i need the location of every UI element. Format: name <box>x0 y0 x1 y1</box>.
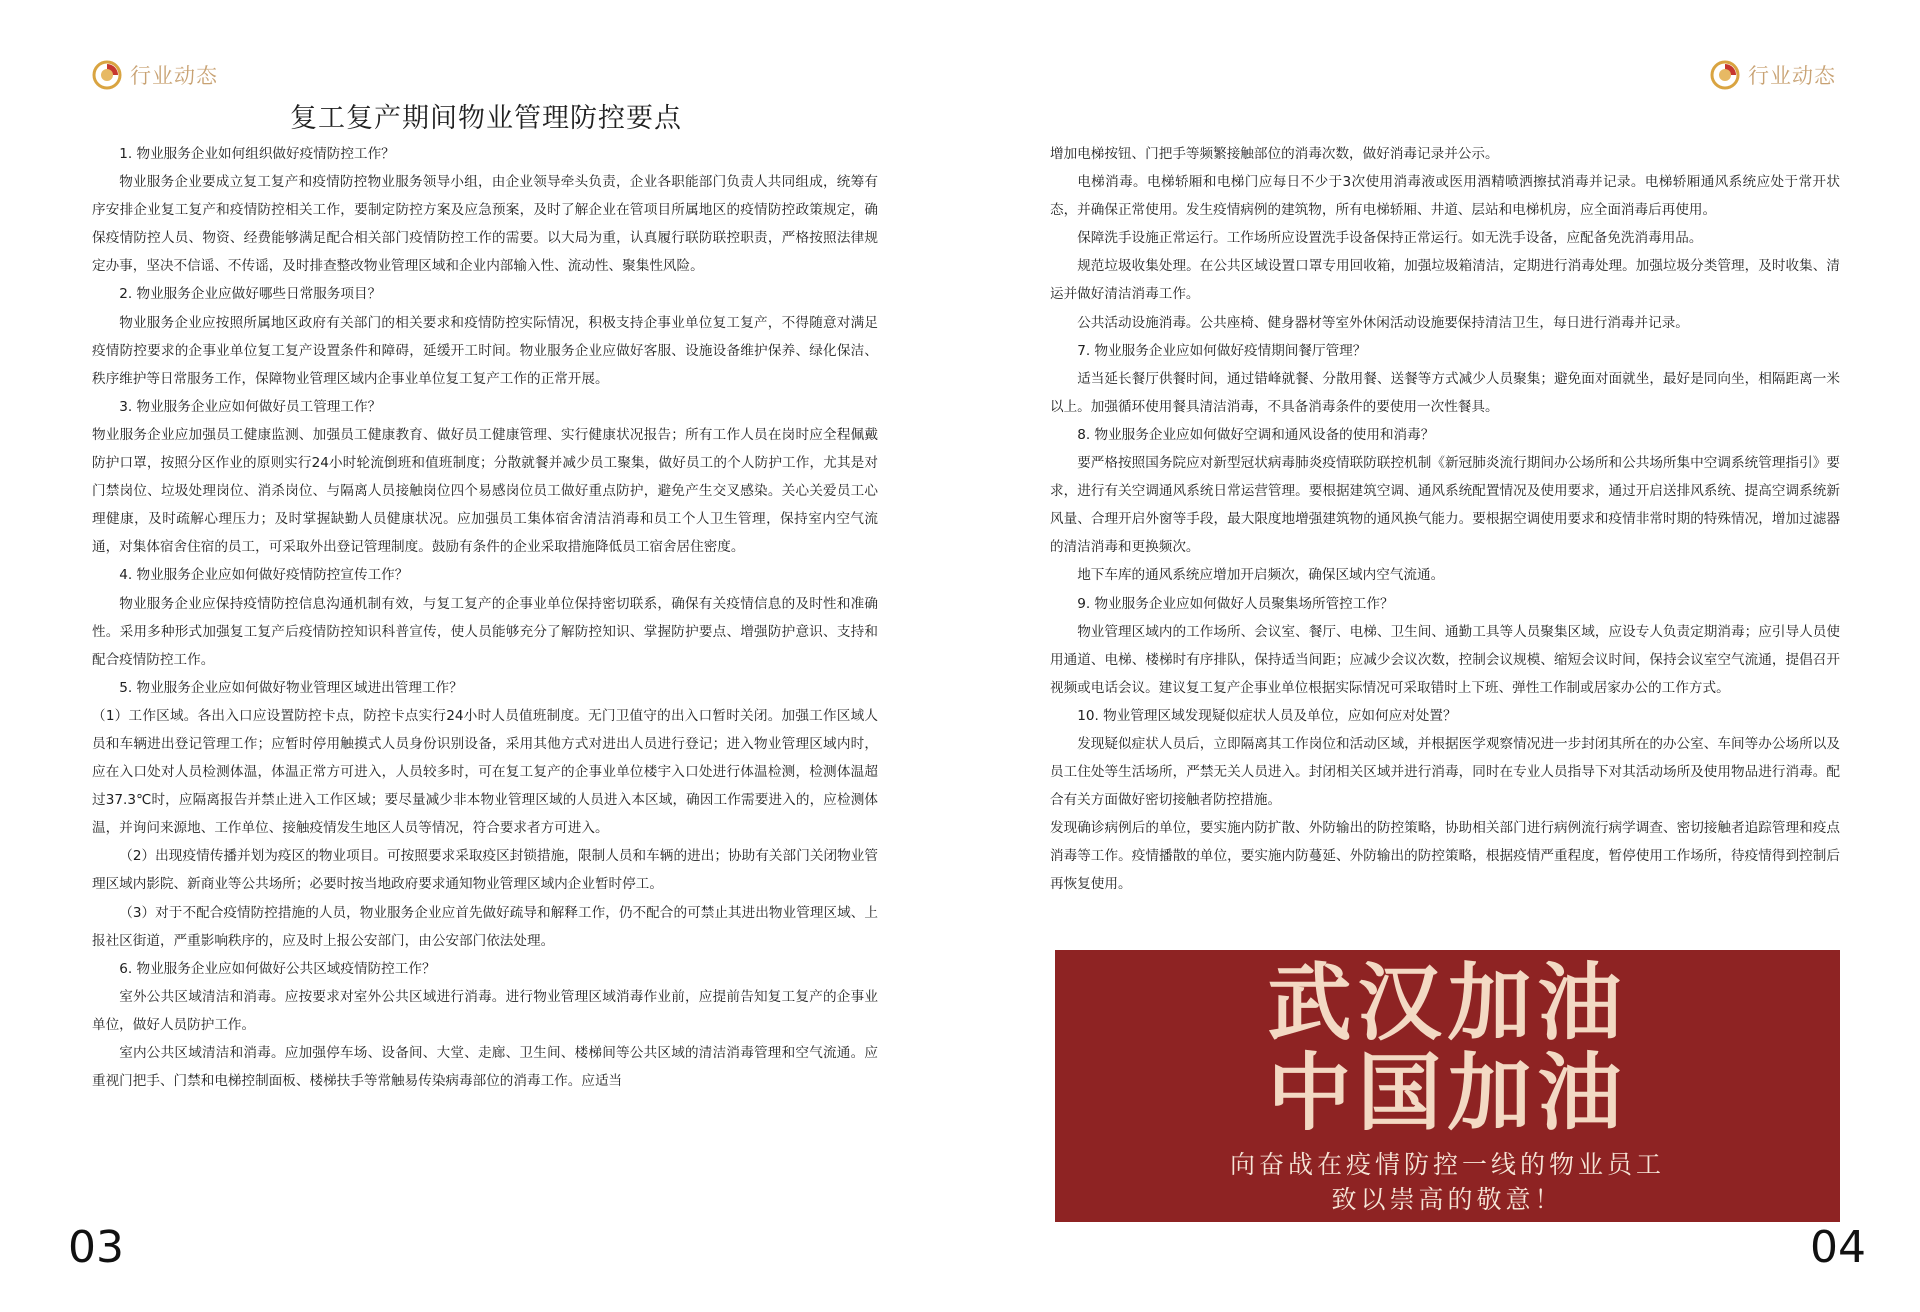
question-heading: 2. 物业服务企业应做好哪些日常服务项目？ <box>119 286 382 303</box>
body-paragraph: 物业服务企业应按照所属地区政府有关部门的相关要求和疫情防控实际情况，积极支持企事业单位复工复产，不得随意对满足疫情防控要求的企事业单位复工复产设置条件和障碍，延缓开工时间。物业服务企业应做好客服、设施设备维护保养、绿化保洁、秩序维护等日常服务工作，保障物业管理区域内企事业单位复工复产工作的正常开展。 <box>92 314 878 387</box>
body-paragraph: （2）出现疫情传播并划为疫区的物业项目。可按照要求采取疫区封锁措施，限制人员和车辆的进出；协助有关部门关闭物业管理区域内影院、新商业等公共场所；必要时按当地政府要求通知物业管理区域内企业暂时停工。 <box>92 848 878 893</box>
body-paragraph: 保障洗手设施正常运行。工作场所应设置洗手设备保持正常运行。如无洗手设备，应配备免洗消毒用品。 <box>1077 230 1703 247</box>
right-column <box>1050 140 1840 899</box>
question-heading: 7. 物业服务企业应如何做好疫情期间餐厅管理？ <box>1077 342 1367 359</box>
body-paragraph: （1）工作区域。各出入口应设置防控卡点，防控卡点实行24小时人员值班制度。无门卫值守的出入口暂时关闭。加强工作区域人员和车辆进出登记管理工作；应暂时停用触摸式人员身份识别设备，采用其他方式对进出人员进行登记；进入物业管理区域内时，应在入口处对人员检测体温，体温正常方可进入，人员较多时，可在复工复产的企事业单位楼宇入口处进行体温检测，检测体温超过37.3℃时，应隔离报告并禁止进入工作区域；要尽量减少非本物业管理区域的人员进入本区域，确因工作需要进入的，应检测体温，并询问来源地、工作单位、接触疫情发生地区人员等情况，符合要求者方可进入。 <box>92 707 878 837</box>
question-heading: 3. 物业服务企业应如何做好员工管理工作？ <box>119 398 382 415</box>
body-paragraph: 发现疑似症状人员后，立即隔离其工作岗位和活动区域，并根据医学观察情况进一步封闭其所在的办公室、车间等办公场所以及员工住处等生活场所，严禁无关人员进入。封闭相关区域并进行消毒，同时在专业人员指导下对其活动场所及使用物品进行消毒。配合有关方面做好密切接触者防控措施。 <box>1050 735 1840 809</box>
right-page <box>960 0 1920 1312</box>
left-header <box>92 60 218 90</box>
question-heading: 4. 物业服务企业应如何做好疫情防控宣传工作？ <box>119 567 409 584</box>
question-heading: 9. 物业服务企业应如何做好人员聚集场所管控工作？ <box>1077 595 1394 612</box>
question-heading: 5. 物业服务企业应如何做好物业管理区域进出管理工作？ <box>119 679 463 696</box>
body-paragraph: 发现确诊病例后的单位，要实施内防扩散、外防输出的防控策略，协助相关部门进行病例流行病学调查、密切接触者追踪管理和疫点消毒等工作。疫情播散的单位，要实施内防蔓延、外防输出的防控策略，根据疫情严重程度，暂停使用工作场所，待疫情得到控制后再恢复使用。 <box>1050 820 1840 893</box>
body-paragraph: 公共活动设施消毒。公共座椅、健身器材等室外休闲活动设施要保持清洁卫生，每日进行消毒并记录。 <box>1077 314 1689 331</box>
body-paragraph: 物业服务企业要成立复工复产和疫情防控物业服务领导小组，由企业领导牵头负责，企业各职能部门负责人共同组成，统筹有序安排企业复工复产和疫情防控相关工作，要制定防控方案及应急预案，及时了解企业在管项目所属地区的疫情防控政策规定，确保疫情防控人员、物资、经费能够满足配合相关部门疫情防控工作的需要。以大局为重，认真履行联防联控职责，严格按照法律规定办事，坚决不信谣、不传谣，及时排查整改物业管理区域和企业内部输入性、流动性、聚集性风险。 <box>92 174 878 275</box>
body-paragraph: 增加电梯按钮、门把手等频繁接触部位的消毒次数，做好消毒记录并公示。 <box>1050 146 1499 162</box>
company-logo-icon <box>1710 60 1740 90</box>
page-number: 03 <box>68 1222 124 1273</box>
right-header <box>1710 60 1836 90</box>
banner-slogan-wuhan: 武汉加油 <box>1267 954 1628 1052</box>
body-paragraph: （3）对于不配合疫情防控措施的人员，物业服务企业应首先做好疏导和解释工作，仍不配合的可禁止其进出物业管理区域、上报社区街道，严重影响秩序的，应及时上报公安部门，由公安部门依法处理。 <box>92 904 878 949</box>
body-paragraph: 物业服务企业应保持疫情防控信息沟通机制有效，与复工复产的企事业单位保持密切联系，确保有关疫情信息的及时性和准确性。采用多种形式加强复工复产后疫情防控知识科普宣传，使人员能够充分了解防控知识、掌握防护要点、增强防护意识、支持和配合疫情防控工作。 <box>92 595 878 668</box>
body-paragraph: 室外公共区域清洁和消毒。应按要求对室外公共区域进行消毒。进行物业管理区域消毒作业前，应提前告知复工复产的企事业单位，做好人员防护工作。 <box>92 988 878 1033</box>
body-paragraph: 要严格按照国务院应对新型冠状病毒肺炎疫情联防联控机制《新冠肺炎流行期间办公场所和公共场所集中空调系统管理指引》要求，进行有关空调通风系统日常运营管理。要根据建筑空调、通风系统配置情况及使用要求，通过开启送排风系统、提高空调系统新风量、合理开启外窗等手段，最大限度地增强建筑物的通风换气能力。要根据空调使用要求和疫情非常时期的特殊情况，增加过滤器的清洁消毒和更换频次。 <box>1050 455 1840 556</box>
body-paragraph: 规范垃圾收集处理。在公共区域设置口罩专用回收箱，加强垃圾箱清洁，定期进行消毒处理。加强垃圾分类管理，及时收集、清运并做好清洁消毒工作。 <box>1050 258 1840 303</box>
question-heading: 8. 物业服务企业应如何做好空调和通风设备的使用和消毒？ <box>1077 426 1435 443</box>
body-paragraph: 电梯消毒。电梯轿厢和电梯门应每日不少于3次使用消毒液或医用酒精喷洒擦拭消毒并记录。电梯轿厢通风系统应处于常开状态，并确保正常使用。发生疫情病例的建筑物，所有电梯轿厢、井道、层站和电梯机房，应全面消毒后再使用。 <box>1050 174 1840 219</box>
body-paragraph: 物业服务企业应加强员工健康监测、加强员工健康教育、做好员工健康管理、实行健康状况报告；所有工作人员在岗时应全程佩戴防护口罩，按照分区作业的原则实行24小时轮流倒班和值班制度；分散就餐并减少员工聚集，做好员工的个人防护工作，尤其是对门禁岗位、垃圾处理岗位、消杀岗位、与隔离人员接触岗位四个易感岗位员工做好重点防护，避免产生交叉感染。关心关爱员工心理健康，及时疏解心理压力；及时掌握缺勤人员健康状况。应加强员工集体宿舍清洁消毒和员工个人卫生管理，保持室内空气流通，对集体宿舍住宿的员工，可采取外出登记管理制度。鼓励有条件的企业采取措施降低员工宿舍居住密度。 <box>92 426 878 556</box>
question-heading: 6. 物业服务企业应如何做好公共区域疫情防控工作？ <box>119 960 436 977</box>
section-label: 行业动态 <box>1748 64 1836 88</box>
article-title: 复工复产期间物业管理防控要点 <box>290 103 682 134</box>
banner-respect-line: 致以崇高的敬意！ <box>1331 1185 1564 1214</box>
body-paragraph: 适当延长餐厅供餐时间，通过错峰就餐、分散用餐、送餐等方式减少人员聚集；避免面对面就坐，最好是同向坐，相隔距离一米以上。加强循环使用餐具清洁消毒，不具备消毒条件的要使用一次性餐具。 <box>1050 370 1840 415</box>
company-logo-icon <box>92 60 122 90</box>
body-paragraph: 地下车库的通风系统应增加开启频次，确保区域内空气流通。 <box>1077 567 1445 584</box>
left-column <box>92 140 878 1095</box>
encouragement-banner <box>1055 950 1840 1222</box>
question-heading: 10. 物业管理区域发现疑似症状人员及单位，应如何应对处置？ <box>1077 707 1457 724</box>
question-heading: 1. 物业服务企业如何组织做好疫情防控工作？ <box>119 146 395 162</box>
banner-slogan-china: 中国加油 <box>1267 1044 1628 1142</box>
page-number: 04 <box>1810 1222 1866 1273</box>
banner-tribute-line: 向奋战在疫情防控一线的物业员工 <box>1229 1150 1665 1179</box>
body-paragraph: 室内公共区域清洁和消毒。应加强停车场、设备间、大堂、走廊、卫生间、楼梯间等公共区域的清洁消毒管理和空气流通。应重视门把手、门禁和电梯控制面板、楼梯扶手等常触易传染病毒部位的消毒工作。应适当 <box>92 1045 878 1090</box>
body-paragraph: 物业管理区域内的工作场所、会议室、餐厅、电梯、卫生间、通勤工具等人员聚集区域，应设专人负责定期消毒；应引导人员使用通道、电梯、楼梯时有序排队，保持适当间距；应减少会议次数，控制会议规模、缩短会议时间，保持会议室空气流通，提倡召开视频或电话会议。建议复工复产企事业单位根据实际情况可采取错时上下班、弹性工作制或居家办公的工作方式。 <box>1050 623 1840 696</box>
section-label: 行业动态 <box>130 64 218 88</box>
